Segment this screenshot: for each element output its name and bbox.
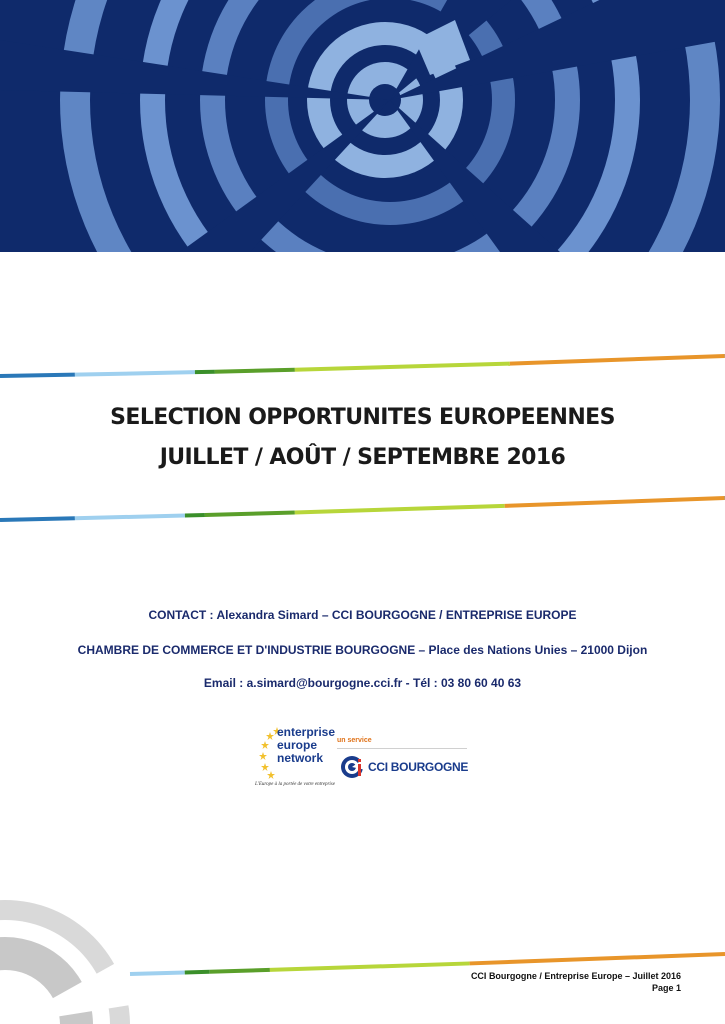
partner-logos [255, 724, 470, 794]
footer-source: CCI Bourgogne / Entreprise Europe – Juillet 2016 [470, 971, 681, 981]
cci-name: CCI BOURGOGNE [368, 760, 469, 774]
cci-emblem-icon [340, 754, 366, 780]
decorative-stripe-top [0, 350, 725, 382]
een-logo-text [277, 726, 335, 765]
service-label: un service [337, 737, 372, 744]
decorative-stripe-middle [0, 494, 725, 526]
cci-logo [340, 754, 468, 780]
contact-name-line: CONTACT : Alexandra Simard – CCI BOURGOGNE / ENTREPRISE EUROPE [148, 608, 577, 622]
contact-address-line: CHAMBRE DE COMMERCE ET D'INDUSTRIE BOURGOGNE – Place des Nations Unies – 21000 Dijon [77, 643, 648, 657]
concentric-arcs-graphic [0, 0, 725, 252]
logo-divider [337, 748, 467, 749]
title-line-1: SELECTION OPPORTUNITES EUROPEENNES [110, 405, 615, 430]
document-title [0, 398, 725, 478]
een-line-2: europe [277, 738, 318, 752]
contact-email-phone-line: Email : a.simard@bourgogne.cci.fr - Tél : 03 80 60 40 63 [203, 676, 522, 690]
page-number: Page 1 [651, 983, 681, 993]
title-line-2: JUILLET / AOÛT / SEPTEMBRE 2016 [159, 445, 566, 470]
header-banner [0, 0, 725, 252]
een-line-1: enterprise [277, 725, 336, 739]
een-line-3: network [277, 751, 324, 765]
een-tagline: L'Europe à la portée de votre entreprise [255, 782, 335, 787]
page-footer [471, 970, 681, 994]
